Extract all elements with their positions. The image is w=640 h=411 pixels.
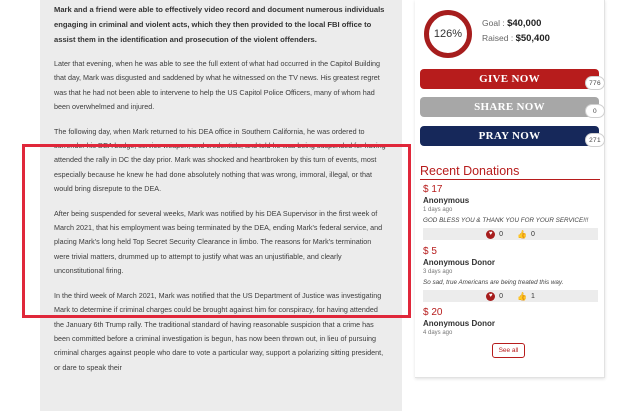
donation-message: GOD BLESS YOU & THANK YOU FOR YOUR SERVICE!!!: [423, 217, 589, 224]
thumbs-up-icon[interactable]: 👍: [517, 229, 527, 239]
article-paragraph-1: Mark and a friend were able to effectively video record and document numerous individuals engaging in criminal and violent acts, which they then provided to the local FBI office to assist them in the identification and prosecution of the violent offenders.: [54, 5, 385, 44]
progress-ring: [424, 10, 472, 58]
article-paragraph-4: After being suspended for several weeks, Mark was notified by his DEA Supervisor in the first week of March 2021, that his employment was being terminated by the DEA, ending Mark's federal service, and placing Mark's long held Top Secret Security Clearance in limbo. The reasons for Mark's termination were trivial matters, drummed up to attempt to justify what was an unjustifiable, and clearly unconstitutional firing.: [54, 208, 383, 276]
share-now-button[interactable]: [420, 97, 599, 117]
campaign-progress: [422, 10, 602, 60]
donation-amount: $ 20: [423, 307, 443, 318]
article-paragraph-2: Later that evening, when he was able to see the full extent of what had occurred in the Capitol Building that day, Mark was disgusted and saddened by what he witnessed on the TV news. His greatest regret was that he had not been able to intervene to help the US Capitol Police Officers, many of whom had been overwhelmed and injured.: [54, 59, 381, 112]
pray-now-button[interactable]: [420, 126, 599, 146]
recent-donations-title: Recent Donations: [420, 164, 520, 178]
donation-time: 4 days ago: [423, 330, 453, 336]
goal-label: Goal :: [482, 18, 505, 28]
thumbs-up-icon[interactable]: 👍: [517, 291, 527, 301]
pray-now-label: PRAY NOW: [478, 130, 541, 142]
article-paragraph-5: In the third week of March 2021, Mark was notified that the US Department of Justice was investigating Mark to determine if criminal charges could be brought against him for conspiracy, for having attended the January 6th Trump rally. The traditional standard of having reasonable suspicion that a crime has been committed before a criminal investigation is begun, has now been thrown out, in lieu of pursuing criminal charges against people who dare to vote a particular way, support a polarizing sitting president, or dare to speak their: [54, 290, 384, 372]
donor-name: Anonymous Donor: [423, 319, 495, 328]
donation-amount: $ 5: [423, 246, 437, 257]
share-count-badge: 0: [585, 104, 605, 118]
share-now-label: SHARE NOW: [474, 101, 545, 113]
raised-label: Raised :: [482, 33, 514, 43]
donation-time: 1 days ago: [423, 207, 453, 213]
article-body: [40, 0, 402, 411]
give-count-badge: 776: [585, 76, 605, 90]
goal-value: $40,000: [507, 18, 542, 29]
reaction-bar: [423, 228, 598, 240]
donation-sidebar: [415, 0, 605, 378]
donation-item: [423, 246, 598, 302]
progress-percent: 126%: [433, 28, 463, 40]
give-now-label: GIVE NOW: [479, 73, 540, 85]
article-paragraph-3: The following day, when Mark returned to his DEA office in Southern California, he was ordered to surrender his DEA badge, service weapon, and credentials, and told he was being suspended for having attended the rally in DC the day prior. Mark was shocked and heartbroken by this turn of events, most especially because he knew he had done absolutely nothing that was wrong, immoral, illegal, or that would bring disrepute to the DEA.: [54, 126, 386, 194]
give-now-button[interactable]: [420, 69, 599, 89]
goal-summary: [482, 16, 550, 46]
pray-count-badge: 271: [585, 133, 605, 147]
donation-amount: $ 17: [423, 184, 443, 195]
donor-name: Anonymous Donor: [423, 258, 495, 267]
donor-name: Anonymous: [423, 196, 470, 205]
heart-icon[interactable]: ♥: [486, 292, 495, 301]
like-count: 1: [530, 292, 535, 300]
heart-count: 0: [499, 292, 504, 300]
heart-icon[interactable]: ♥: [486, 230, 495, 239]
donation-item: [423, 307, 598, 338]
donation-time: 3 days ago: [423, 269, 453, 275]
heart-count: 0: [499, 230, 504, 238]
donation-message: So sad, true Americans are being treated this way.: [423, 279, 564, 286]
raised-value: $50,400: [515, 33, 550, 44]
recent-divider: [420, 179, 600, 180]
reaction-bar: [423, 290, 598, 302]
like-count: 0: [530, 230, 535, 238]
donation-item: [423, 184, 598, 240]
see-all-button[interactable]: See all: [492, 343, 525, 358]
